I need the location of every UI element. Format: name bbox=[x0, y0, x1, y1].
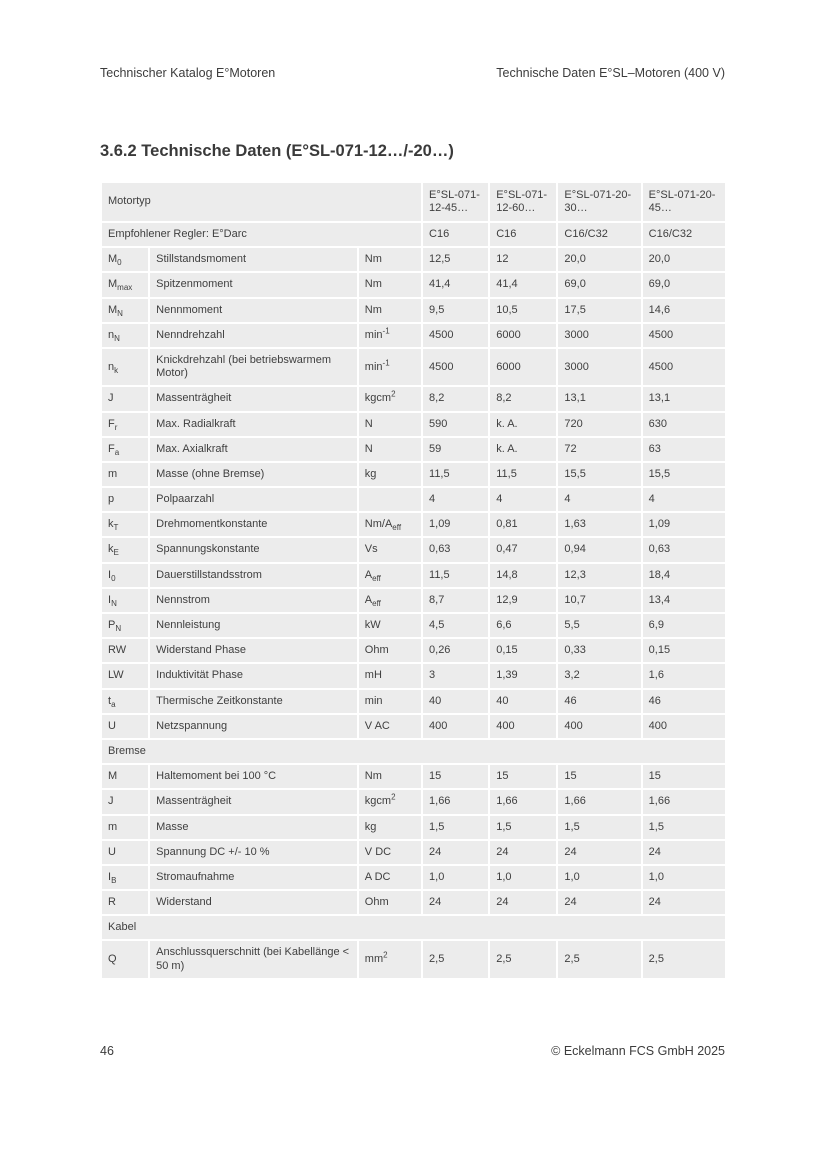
table-row bbox=[102, 690, 725, 713]
description-cell: Polpaarzahl bbox=[150, 488, 357, 511]
copyright-text: © Eckelmann FCS GmbH 2025 bbox=[551, 1044, 725, 1058]
symbol-cell: M bbox=[102, 765, 148, 788]
unit-cell: Nm bbox=[359, 299, 421, 322]
page-title: 3.6.2 Technische Daten (E°SL-071-12…/-20…) bbox=[100, 142, 454, 160]
table-row bbox=[102, 387, 725, 410]
table-row bbox=[102, 614, 725, 637]
value-cell-2: 0,81 bbox=[490, 513, 556, 536]
description-cell: Nenndrehzahl bbox=[150, 324, 357, 347]
section-row bbox=[102, 916, 725, 939]
value-cell-2: 41,4 bbox=[490, 273, 556, 296]
description-cell: Anschlussquerschnitt (bei Kabellänge < 50 m) bbox=[150, 941, 357, 977]
description-cell: Widerstand bbox=[150, 891, 357, 914]
regler-value-2: C16 bbox=[490, 223, 556, 246]
unit-cell: Nm bbox=[359, 273, 421, 296]
value-cell-3: 13,1 bbox=[558, 387, 640, 410]
value-cell-2: 1,39 bbox=[490, 664, 556, 687]
unit-cell: kg bbox=[359, 463, 421, 486]
description-cell: Max. Axialkraft bbox=[150, 438, 357, 461]
table-row bbox=[102, 941, 725, 977]
value-cell-3: 2,5 bbox=[558, 941, 640, 977]
value-cell-3: 72 bbox=[558, 438, 640, 461]
unit-cell: kW bbox=[359, 614, 421, 637]
value-cell-4: 15 bbox=[643, 765, 725, 788]
value-cell-1: 3 bbox=[423, 664, 488, 687]
value-cell-2: 12 bbox=[490, 248, 556, 271]
value-cell-3: 1,66 bbox=[558, 790, 640, 813]
value-cell-4: 1,66 bbox=[643, 790, 725, 813]
value-cell-1: 12,5 bbox=[423, 248, 488, 271]
table-row bbox=[102, 273, 725, 296]
unit-cell: N bbox=[359, 413, 421, 436]
symbol-cell: RW bbox=[102, 639, 148, 662]
spec-table-body bbox=[102, 248, 725, 978]
value-cell-4: 24 bbox=[643, 841, 725, 864]
symbol-cell: m bbox=[102, 816, 148, 839]
page-number: 46 bbox=[100, 1044, 114, 1058]
value-cell-1: 1,09 bbox=[423, 513, 488, 536]
value-cell-3: 0,33 bbox=[558, 639, 640, 662]
description-cell: Masse (ohne Bremse) bbox=[150, 463, 357, 486]
value-cell-2: 2,5 bbox=[490, 941, 556, 977]
description-cell: Stillstandsmoment bbox=[150, 248, 357, 271]
symbol-cell: U bbox=[102, 715, 148, 738]
value-cell-4: 1,09 bbox=[643, 513, 725, 536]
description-cell: Spannungskonstante bbox=[150, 538, 357, 561]
value-cell-2: 11,5 bbox=[490, 463, 556, 486]
value-cell-2: 1,0 bbox=[490, 866, 556, 889]
symbol-cell: $n_N$ bbox=[102, 324, 148, 347]
table-row bbox=[102, 639, 725, 662]
value-cell-4: 13,1 bbox=[643, 387, 725, 410]
value-cell-1: 15 bbox=[423, 765, 488, 788]
value-cell-2: 6,6 bbox=[490, 614, 556, 637]
symbol-cell: $k_E$ bbox=[102, 538, 148, 561]
value-cell-4: 20,0 bbox=[643, 248, 725, 271]
unit-cell: N bbox=[359, 438, 421, 461]
value-cell-3: 69,0 bbox=[558, 273, 640, 296]
unit-cell: Nm bbox=[359, 248, 421, 271]
unit-cell bbox=[359, 488, 421, 511]
unit-cell: min bbox=[359, 690, 421, 713]
symbol-cell: $k_T$ bbox=[102, 513, 148, 536]
table-row bbox=[102, 248, 725, 271]
symbol-cell: U bbox=[102, 841, 148, 864]
value-cell-4: 1,0 bbox=[643, 866, 725, 889]
value-cell-1: 1,66 bbox=[423, 790, 488, 813]
table-row bbox=[102, 891, 725, 914]
table-row bbox=[102, 488, 725, 511]
description-cell: Massenträgheit bbox=[150, 790, 357, 813]
value-cell-2: k. A. bbox=[490, 413, 556, 436]
value-cell-2: 12,9 bbox=[490, 589, 556, 612]
value-cell-4: 24 bbox=[643, 891, 725, 914]
table-row bbox=[102, 564, 725, 587]
regler-value-3: C16/C32 bbox=[558, 223, 640, 246]
value-cell-1: 4500 bbox=[423, 349, 488, 385]
table-row bbox=[102, 299, 725, 322]
description-cell: Max. Radialkraft bbox=[150, 413, 357, 436]
column-header-4: E°SL-071-20-45… bbox=[643, 183, 725, 221]
value-cell-2: 14,8 bbox=[490, 564, 556, 587]
unit-cell: Ohm bbox=[359, 639, 421, 662]
value-cell-2: 400 bbox=[490, 715, 556, 738]
value-cell-1: 24 bbox=[423, 891, 488, 914]
value-cell-2: 1,66 bbox=[490, 790, 556, 813]
unit-cell: kg bbox=[359, 816, 421, 839]
value-cell-1: 4,5 bbox=[423, 614, 488, 637]
value-cell-2: 0,47 bbox=[490, 538, 556, 561]
description-cell: Spannung DC +/- 10 % bbox=[150, 841, 357, 864]
symbol-cell: J bbox=[102, 790, 148, 813]
description-cell: Dauerstillstandsstrom bbox=[150, 564, 357, 587]
value-cell-3: 3000 bbox=[558, 324, 640, 347]
table-row bbox=[102, 538, 725, 561]
description-cell: Haltemoment bei 100 °C bbox=[150, 765, 357, 788]
section-row bbox=[102, 740, 725, 763]
value-cell-2: 1,5 bbox=[490, 816, 556, 839]
value-cell-3: 12,3 bbox=[558, 564, 640, 587]
value-cell-4: 400 bbox=[643, 715, 725, 738]
value-cell-2: 24 bbox=[490, 841, 556, 864]
section-label: Bremse bbox=[102, 740, 725, 763]
value-cell-4: 63 bbox=[643, 438, 725, 461]
value-cell-1: 400 bbox=[423, 715, 488, 738]
column-header-1: E°SL-071-12-45… bbox=[423, 183, 488, 221]
unit-cell: $Nm/A_{eff}$ bbox=[359, 513, 421, 536]
value-cell-4: 18,4 bbox=[643, 564, 725, 587]
description-cell: Masse bbox=[150, 816, 357, 839]
value-cell-3: 0,94 bbox=[558, 538, 640, 561]
value-cell-4: 46 bbox=[643, 690, 725, 713]
regler-row bbox=[102, 223, 725, 246]
value-cell-3: 1,0 bbox=[558, 866, 640, 889]
description-cell: Spitzenmoment bbox=[150, 273, 357, 296]
value-cell-3: 1,63 bbox=[558, 513, 640, 536]
value-cell-2: 6000 bbox=[490, 324, 556, 347]
symbol-cell: p bbox=[102, 488, 148, 511]
unit-cell: mH bbox=[359, 664, 421, 687]
column-header-3: E°SL-071-20-30… bbox=[558, 183, 640, 221]
table-row bbox=[102, 841, 725, 864]
description-cell: Massenträgheit bbox=[150, 387, 357, 410]
column-header-2: E°SL-071-12-60… bbox=[490, 183, 556, 221]
symbol-cell: $M_N$ bbox=[102, 299, 148, 322]
value-cell-3: 5,5 bbox=[558, 614, 640, 637]
unit-cell: V AC bbox=[359, 715, 421, 738]
unit-cell: $\min^{-1}$ bbox=[359, 324, 421, 347]
value-cell-1: 8,2 bbox=[423, 387, 488, 410]
unit-cell: $A_{eff}$ bbox=[359, 564, 421, 587]
unit-cell: Nm bbox=[359, 765, 421, 788]
unit-cell: Ohm bbox=[359, 891, 421, 914]
header-left-text: Technischer Katalog E°Motoren bbox=[100, 66, 276, 80]
value-cell-3: 4 bbox=[558, 488, 640, 511]
value-cell-4: 0,63 bbox=[643, 538, 725, 561]
value-cell-4: 2,5 bbox=[643, 941, 725, 977]
table-row bbox=[102, 765, 725, 788]
value-cell-4: 15,5 bbox=[643, 463, 725, 486]
value-cell-4: 4500 bbox=[643, 349, 725, 385]
table-row bbox=[102, 463, 725, 486]
unit-cell: kgcm$^2$ bbox=[359, 387, 421, 410]
description-cell: Widerstand Phase bbox=[150, 639, 357, 662]
table-row bbox=[102, 349, 725, 385]
symbol-cell: $P_N$ bbox=[102, 614, 148, 637]
description-cell: Knickdrehzahl (bei betriebswarmem Motor) bbox=[150, 349, 357, 385]
value-cell-1: 1,0 bbox=[423, 866, 488, 889]
value-cell-3: 10,7 bbox=[558, 589, 640, 612]
header-right-text: Technische Daten E°SL–Motoren (400 V) bbox=[496, 66, 725, 80]
table-row bbox=[102, 715, 725, 738]
value-cell-3: 1,5 bbox=[558, 816, 640, 839]
value-cell-3: 15 bbox=[558, 765, 640, 788]
table-row bbox=[102, 438, 725, 461]
value-cell-1: 4500 bbox=[423, 324, 488, 347]
value-cell-2: 24 bbox=[490, 891, 556, 914]
spec-table-container bbox=[100, 181, 727, 980]
symbol-cell: $n_k$ bbox=[102, 349, 148, 385]
spec-table bbox=[100, 181, 727, 980]
value-cell-4: 14,6 bbox=[643, 299, 725, 322]
value-cell-2: 4 bbox=[490, 488, 556, 511]
unit-cell: Vs bbox=[359, 538, 421, 561]
symbol-cell: $I_B$ bbox=[102, 866, 148, 889]
value-cell-1: 11,5 bbox=[423, 564, 488, 587]
unit-cell: A DC bbox=[359, 866, 421, 889]
value-cell-3: 17,5 bbox=[558, 299, 640, 322]
value-cell-2: k. A. bbox=[490, 438, 556, 461]
value-cell-4: 1,5 bbox=[643, 816, 725, 839]
value-cell-4: 6,9 bbox=[643, 614, 725, 637]
value-cell-3: 15,5 bbox=[558, 463, 640, 486]
value-cell-2: 0,15 bbox=[490, 639, 556, 662]
value-cell-1: 41,4 bbox=[423, 273, 488, 296]
symbol-cell: $F_r$ bbox=[102, 413, 148, 436]
value-cell-4: 4500 bbox=[643, 324, 725, 347]
value-cell-4: 4 bbox=[643, 488, 725, 511]
value-cell-2: 15 bbox=[490, 765, 556, 788]
regler-value-1: C16 bbox=[423, 223, 488, 246]
value-cell-4: 69,0 bbox=[643, 273, 725, 296]
value-cell-3: 24 bbox=[558, 891, 640, 914]
value-cell-1: 590 bbox=[423, 413, 488, 436]
description-cell: Stromaufnahme bbox=[150, 866, 357, 889]
value-cell-2: 8,2 bbox=[490, 387, 556, 410]
value-cell-1: 8,7 bbox=[423, 589, 488, 612]
value-cell-1: 11,5 bbox=[423, 463, 488, 486]
table-row bbox=[102, 413, 725, 436]
unit-cell: V DC bbox=[359, 841, 421, 864]
symbol-cell: $M_0$ bbox=[102, 248, 148, 271]
unit-cell: kgcm$^2$ bbox=[359, 790, 421, 813]
value-cell-3: 400 bbox=[558, 715, 640, 738]
value-cell-4: 1,6 bbox=[643, 664, 725, 687]
motortyp-header-cell: Motortyp bbox=[102, 183, 421, 221]
value-cell-1: 40 bbox=[423, 690, 488, 713]
value-cell-2: 40 bbox=[490, 690, 556, 713]
value-cell-1: 4 bbox=[423, 488, 488, 511]
description-cell: Nennleistung bbox=[150, 614, 357, 637]
symbol-cell: LW bbox=[102, 664, 148, 687]
symbol-cell: $I_N$ bbox=[102, 589, 148, 612]
page-header bbox=[100, 66, 725, 80]
table-row bbox=[102, 513, 725, 536]
value-cell-1: 24 bbox=[423, 841, 488, 864]
value-cell-1: 0,26 bbox=[423, 639, 488, 662]
description-cell: Netzspannung bbox=[150, 715, 357, 738]
value-cell-3: 3,2 bbox=[558, 664, 640, 687]
description-cell: Thermische Zeitkonstante bbox=[150, 690, 357, 713]
value-cell-1: 1,5 bbox=[423, 816, 488, 839]
value-cell-3: 3000 bbox=[558, 349, 640, 385]
section-label: Kabel bbox=[102, 916, 725, 939]
regler-value-4: C16/C32 bbox=[643, 223, 725, 246]
description-cell: Drehmomentkonstante bbox=[150, 513, 357, 536]
description-cell: Nennmoment bbox=[150, 299, 357, 322]
symbol-cell: J bbox=[102, 387, 148, 410]
symbol-cell: $t_a$ bbox=[102, 690, 148, 713]
value-cell-3: 20,0 bbox=[558, 248, 640, 271]
page-footer bbox=[100, 1044, 725, 1058]
value-cell-1: 0,63 bbox=[423, 538, 488, 561]
value-cell-1: 9,5 bbox=[423, 299, 488, 322]
symbol-cell: $F_a$ bbox=[102, 438, 148, 461]
symbol-cell: $I_0$ bbox=[102, 564, 148, 587]
table-row bbox=[102, 664, 725, 687]
value-cell-3: 46 bbox=[558, 690, 640, 713]
value-cell-4: 630 bbox=[643, 413, 725, 436]
table-row bbox=[102, 790, 725, 813]
symbol-cell: Q bbox=[102, 941, 148, 977]
regler-label-cell: Empfohlener Regler: E°Darc bbox=[102, 223, 421, 246]
value-cell-2: 6000 bbox=[490, 349, 556, 385]
unit-cell: $mm^2$ bbox=[359, 941, 421, 977]
unit-cell: $\min^{-1}$ bbox=[359, 349, 421, 385]
symbol-cell: m bbox=[102, 463, 148, 486]
value-cell-3: 720 bbox=[558, 413, 640, 436]
symbol-cell: R bbox=[102, 891, 148, 914]
description-cell: Induktivität Phase bbox=[150, 664, 357, 687]
table-row bbox=[102, 816, 725, 839]
value-cell-2: 10,5 bbox=[490, 299, 556, 322]
table-row bbox=[102, 866, 725, 889]
value-cell-1: 59 bbox=[423, 438, 488, 461]
unit-cell: $A_{eff}$ bbox=[359, 589, 421, 612]
table-header-row bbox=[102, 183, 725, 221]
value-cell-4: 0,15 bbox=[643, 639, 725, 662]
table-row bbox=[102, 324, 725, 347]
symbol-cell: $M_{max}$ bbox=[102, 273, 148, 296]
value-cell-3: 24 bbox=[558, 841, 640, 864]
table-row bbox=[102, 589, 725, 612]
value-cell-1: 2,5 bbox=[423, 941, 488, 977]
value-cell-4: 13,4 bbox=[643, 589, 725, 612]
description-cell: Nennstrom bbox=[150, 589, 357, 612]
